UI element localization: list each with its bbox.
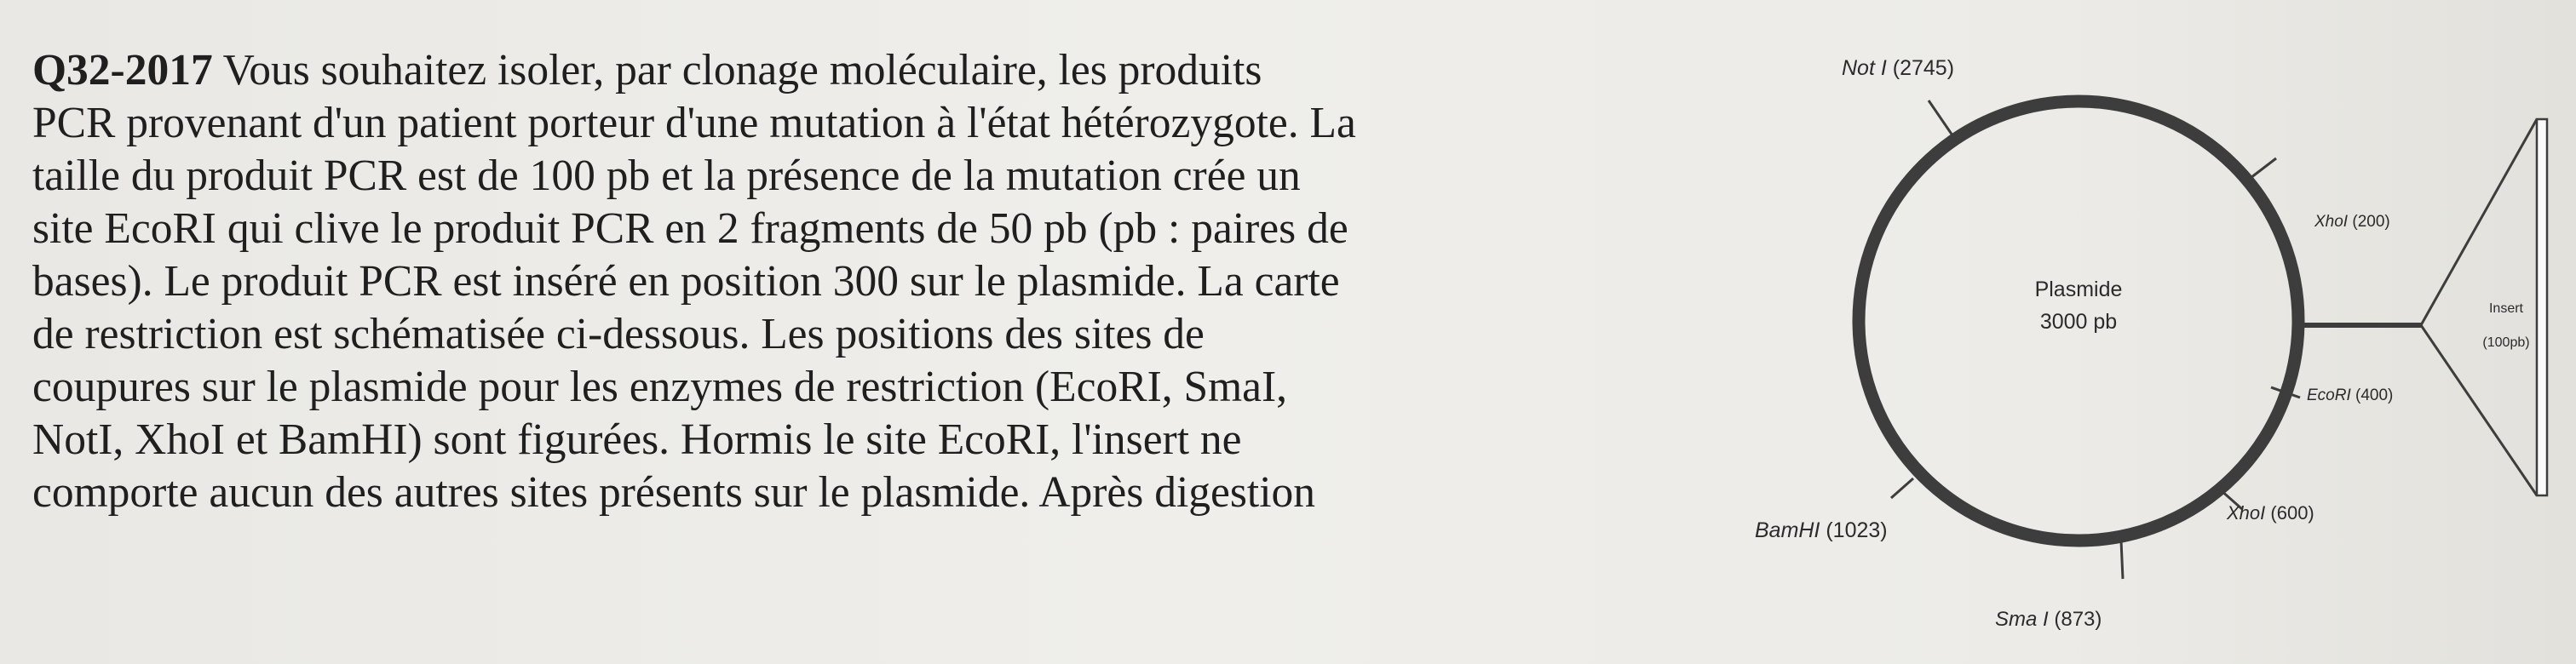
- question-line-5: bases). Le produit PCR est inséré en position 300 sur le plasmide. La carte: [32, 257, 1340, 306]
- insert-expansion-bottom: [2421, 325, 2537, 495]
- insert-expansion-top: [2421, 119, 2537, 325]
- bamh1-label: BamHI (1023): [1755, 518, 1888, 542]
- ecor1-label: EcoRI (400): [2307, 386, 2394, 404]
- xho1-200-tick: [2247, 158, 2276, 180]
- insert-name: Insert: [2488, 301, 2524, 316]
- question-line-3: taille du produit PCR est de 100 pb et la présence de la mutation crée un: [32, 152, 1301, 200]
- plasmid-map: [1738, 26, 2576, 664]
- question-line-1: Q32-2017 Vous souhaitez isoler, par clonage moléculaire, les produits: [32, 46, 1262, 94]
- plasmid-name: Plasmide: [2034, 278, 2123, 301]
- sma1-label: Sma I (873): [1995, 608, 2102, 631]
- question-id: Q32-2017: [32, 46, 213, 94]
- xho1-200-label: XhoI (200): [2314, 213, 2390, 231]
- question-line-2: PCR provenant d'un patient porteur d'une mutation à l'état hétérozygote. La: [32, 99, 1356, 147]
- not1-label: Not I (2745): [1842, 56, 1955, 80]
- question-line-6: de restriction est schématisée ci-dessous. Les positions des sites de: [32, 310, 1205, 358]
- not1-tick: [1929, 100, 1952, 135]
- question-line-9: comporte aucun des autres sites présents sur le plasmide. Après digestion: [32, 468, 1316, 517]
- question-line-8: NotI, XhoI et BamHI) sont figurées. Hormis le site EcoRI, l'insert ne: [32, 415, 1242, 464]
- question-line-4: site EcoRI qui clive le produit PCR en 2 fragments de 50 pb (pb : paires de: [32, 204, 1348, 253]
- xho1-600-label: XhoI (600): [2227, 502, 2314, 524]
- plasmid-map-svg: [1738, 26, 2576, 664]
- insert-bar: [2537, 119, 2547, 495]
- question-line-7: coupures sur le plasmide pour les enzymes de restriction (EcoRI, SmaI,: [32, 363, 1288, 411]
- sma1-tick: [2121, 541, 2123, 579]
- plasmid-size: 3000 pb: [2039, 310, 2118, 334]
- insert-size: (100pb): [2482, 335, 2530, 350]
- bamh1-tick: [1891, 478, 1913, 498]
- question-text: [32, 44, 1736, 519]
